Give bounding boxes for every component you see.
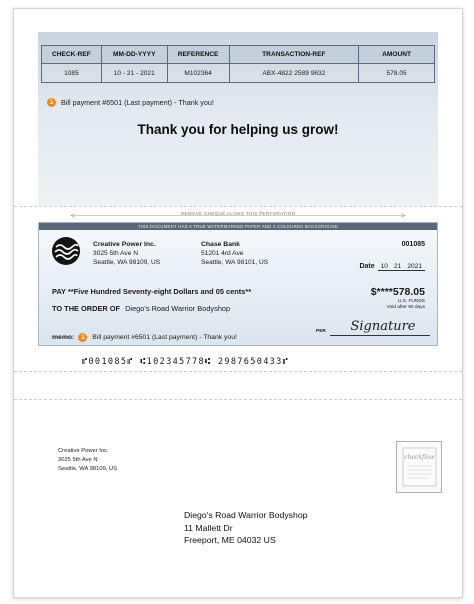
- memo-label: memo:: [52, 334, 75, 341]
- cheque-date: [359, 263, 425, 271]
- column-header: MM-DD-YYYY: [101, 46, 167, 64]
- company-logo-wave-icon: [52, 237, 80, 265]
- pay-to-line: [52, 304, 230, 313]
- table-cell: 10 - 21 - 2021: [101, 64, 167, 83]
- recipient-address-line: 11 Mallett Dr: [184, 522, 233, 533]
- void-note: Void after 90 days: [386, 305, 425, 310]
- sender-address-line: 3025 5th Ave N: [58, 457, 98, 463]
- table-row: [42, 64, 435, 83]
- sender-address: [58, 447, 117, 474]
- payer-address-line: Seattle, WA 98109, US: [93, 259, 161, 266]
- column-header: REFERENCE: [167, 46, 229, 64]
- stamp-icon: [397, 442, 443, 494]
- column-header: AMOUNT: [359, 46, 435, 64]
- table-cell: M102364: [167, 64, 229, 83]
- payer-name: Creative Power Inc.: [93, 241, 156, 248]
- recipient-address: [184, 509, 308, 547]
- table-cell: 578.05: [359, 64, 435, 83]
- sender-address-line: Seattle, WA 98109, US: [58, 466, 118, 472]
- micr-line: ⑈001085⑈ ⑆102345778⑆ 2987650433⑈: [82, 357, 290, 367]
- stamp-text: checkflow: [404, 454, 435, 461]
- table-header-row: [42, 46, 435, 64]
- bank-address-line: 51201 4rd Ave: [201, 250, 244, 257]
- to-order-label: TO THE ORDER OF: [52, 304, 121, 313]
- perforation-arrows-icon: [70, 213, 406, 218]
- column-header: TRANSACTION-REF: [229, 46, 359, 64]
- bank-address-line: Seattle, WA 98101, US: [201, 259, 269, 266]
- table-cell: 1085: [42, 64, 102, 83]
- security-banner: THIS DOCUMENT HAS A TRUE WATERMARKED PAPER AND A COLOURED BACKGROUND: [39, 223, 437, 230]
- perforation-label: REMOVE CHEQUE ALONG THIS PERFORATION: [180, 211, 296, 216]
- signature-line: [330, 335, 430, 336]
- signature: Signature: [350, 319, 416, 334]
- date-day: 21: [391, 263, 404, 271]
- perforation-divider: [14, 206, 462, 207]
- payer-address-line: 3025 5th Ave N: [93, 250, 138, 257]
- sender-name: Creative Power Inc.: [58, 448, 109, 454]
- stub-note: [47, 98, 214, 107]
- memo-number-badge: 1: [78, 333, 87, 342]
- payee-name: Diego's Road Warrior Bodyshop: [125, 304, 231, 313]
- cheque: [38, 222, 438, 346]
- postage-stamp: [396, 441, 442, 493]
- memo-text: Bill payment #6501 (Last payment) - Thank you!: [92, 334, 237, 341]
- thank-you-message: Thank you for helping us grow!: [137, 122, 339, 137]
- cheque-number: 001085: [401, 241, 425, 248]
- date-month: 10: [378, 263, 391, 271]
- currency-label: U.S. FUNDS: [397, 299, 425, 304]
- recipient-address-line: Freeport, ME 04032 US: [184, 535, 276, 545]
- date-year: 2021: [404, 263, 425, 271]
- memo-line: [52, 333, 237, 342]
- payment-details-table: [41, 45, 435, 83]
- bank-name: Chase Bank: [201, 241, 240, 248]
- note-number-badge: 1: [47, 98, 56, 107]
- remittance-stub: [38, 32, 438, 206]
- stub-note-text: Bill payment #6501 (Last payment) - Thank you!: [61, 98, 214, 107]
- bank-block: [201, 240, 268, 267]
- column-header: CHECK-REF: [42, 46, 102, 64]
- payer-block: [93, 240, 160, 267]
- perforation-divider: [14, 399, 462, 400]
- table-cell: ABX-4822 2589 9632: [229, 64, 359, 83]
- date-label: Date: [359, 263, 375, 270]
- cheque-amount: $****578.05: [370, 286, 425, 298]
- per-label: PER: [316, 329, 326, 334]
- amount-in-words: PAY **Five Hundred Seventy-eight Dollars and 05 cents**: [52, 287, 252, 296]
- perforation-divider: [14, 371, 462, 372]
- amount-notes: [387, 299, 425, 311]
- recipient-name: Diego's Road Warrior Bodyshop: [184, 510, 308, 520]
- cheque-document: [13, 8, 463, 598]
